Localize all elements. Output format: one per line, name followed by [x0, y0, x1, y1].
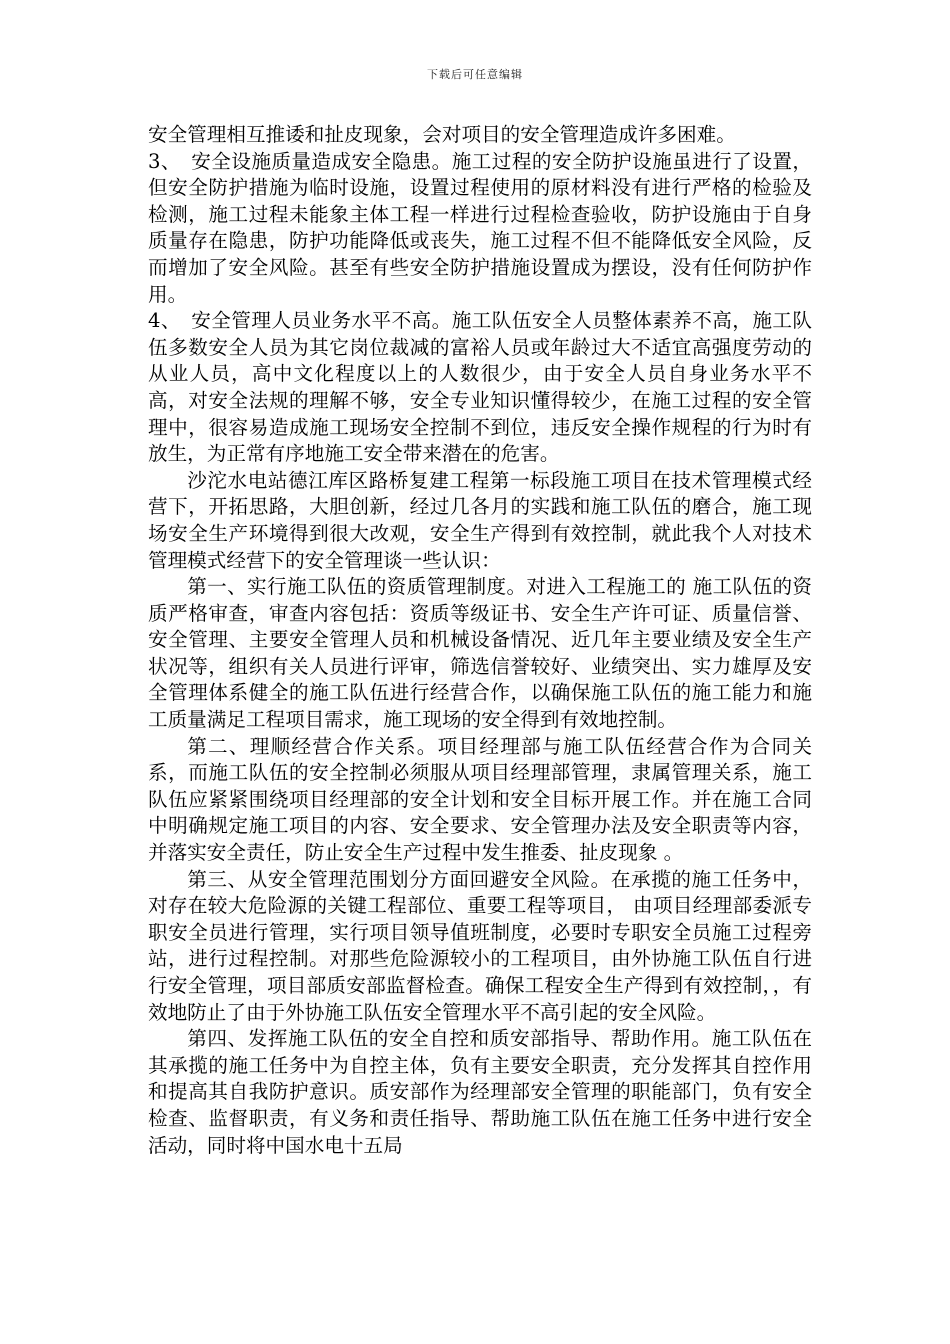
document-body [148, 122, 812, 1159]
paragraph-1: 安全管理相互推诿和扯皮现象，会对项目的安全管理造成许多困难。 [148, 123, 736, 146]
paragraph-5: 第一、实行施工队伍的资质管理制度。对进入工程施工的 施工队伍的资质严格审查，审查内容包括：资质等级证书、安全生产许可证、质量信誉、安全管理、主要安全管理人员和机械设备情况、近几年主要业绩及安全生产状况等，组织有关人员进行评审，筛选信誉较好、业绩突出、实力雄厚及安全管理体系健全的施工队伍进行经营合作，以确保施工队伍的施工能力和施工质量满足工程项目需求，施工现场的安全得到有效地控制。 [148, 575, 812, 732]
paragraph-3: 4、 安全管理人员业务水平不高。施工队伍安全人员整体素养不高，施工队伍多数安全人员为其它岗位裁减的富裕人员或年龄过大不适宜高强度劳动的从业人员，高中文化程度以上的人数很少，由于安全人员自身业务水平不高，对安全法规的理解不够，安全专业知识懂得较少，在施工过程的安全管理中，很容易造成施工现场安全控制不到位，违反安全操作规程的行为时有放生，为正常有序地施工安全带来潜在的危害。 [148, 309, 812, 466]
paragraph-7: 第三、从安全管理范围划分方面回避安全风险。在承揽的施工任务中，对存在较大危险源的关键工程部位、重要工程等项目， 由项目经理部委派专职安全员进行管理，实行项目领导值班制度，必要时专职安全员施工过程旁站，进行过程控制。对那些危险源较小的工程项目，由外协施工队伍自行进行安全管理，项目部质安部监督检查。确保工程安全生产得到有效控制，，有效地防止了由于外协施工队伍安全管理水平不高引起的安全风险。 [148, 867, 812, 1024]
paragraph-6: 第二、理顺经营合作关系。项目经理部与施工队伍经营合作为合同关系，而施工队伍的安全控制必须服从项目经理部管理，隶属管理关系，施工队伍应紧紧围绕项目经理部的安全计划和安全目标开展工作。并在施工合同中明确规定施工项目的内容、安全要求、安全管理办法及安全职责等内容，并落实安全责任，防止安全生产过程中发生推委、扯皮现象 。 [148, 734, 812, 865]
paragraph-2: 3、 安全设施质量造成安全隐患。施工过程的安全防护设施虽进行了设置，但安全防护措施为临时设施，设置过程使用的原材料没有进行严格的检验及检测，施工过程未能象主体工程一样进行过程检查验收，防护设施由于自身质量存在隐患，防护功能降低或丧失，施工过程不但不能降低安全风险，反而增加了安全风险。甚至有些安全防护措施设置成为摆设，没有任何防护作用。 [148, 149, 812, 306]
paragraph-4: 沙沱水电站德江库区路桥复建工程第一标段施工项目在技术管理模式经营下，开拓思路，大胆创新，经过几各月的实践和施工队伍的磨合，施工现场安全生产环境得到很大改观，安全生产得到有效控制，就此我个人对技术管理模式经营下的安全管理谈一些认识： [148, 468, 812, 572]
page-header: 下载后可任意编辑 [427, 68, 523, 81]
paragraph-8: 第四、发挥施工队伍的安全自控和质安部指导、帮助作用。施工队伍在其承揽的施工任务中为自控主体，负有主要安全职责，充分发挥其自控作用和提高其自我防护意识。质安部作为经理部安全管理的职能部门，负有安全检查、监督职责，有义务和责任指导、帮助施工队伍在施工任务中进行安全活动，同时将中国水电十五局 [148, 1027, 812, 1157]
